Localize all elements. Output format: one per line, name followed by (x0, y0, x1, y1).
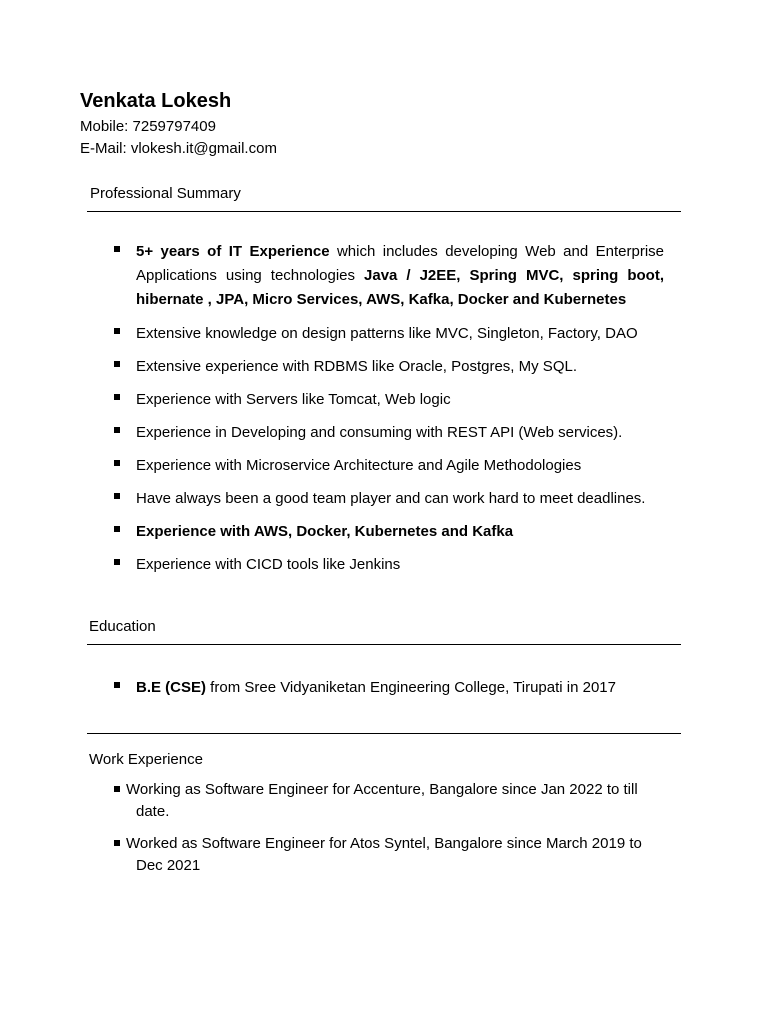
bullet-icon (114, 328, 120, 334)
list-item (114, 487, 664, 511)
list-item-text: Extensive experience with RDBMS like Oracle, Postgres, My SQL. (136, 358, 577, 375)
list-item-bold-text: 5+ years of IT Experience (136, 243, 330, 260)
list-item-text: Have always been a good team player and can work hard to meet deadlines. (136, 490, 646, 507)
list-item (114, 388, 664, 412)
list-item-text: Experience with CICD tools like Jenkins (136, 556, 401, 573)
bullet-icon (114, 394, 120, 400)
bullet-icon (114, 559, 120, 565)
work-item-text: Working as Software Engineer for Accenture, Bangalore since Jan 2022 to till (126, 781, 638, 798)
work-item (114, 779, 688, 823)
degree-details: from Sree Vidyaniketan Engineering College, Tirupati in 2017 (206, 679, 616, 696)
section-divider (87, 211, 681, 212)
list-item (114, 355, 664, 379)
section-divider (87, 733, 681, 734)
list-item (114, 520, 664, 544)
work-item-text-continued: Dec 2021 (136, 857, 201, 874)
list-item-text (136, 520, 664, 544)
section-divider (87, 644, 681, 645)
work-item (114, 833, 688, 877)
degree-name: B.E (CSE) (136, 679, 207, 696)
bullet-icon (114, 786, 120, 792)
list-item (114, 421, 664, 445)
mobile-number: Mobile: 7259797409 (80, 118, 216, 135)
list-item-text: Extensive knowledge on design patterns like MVC, Singleton, Factory, DAO (136, 325, 638, 342)
email-address: E-Mail: vlokesh.it@gmail.com (80, 140, 277, 157)
list-item (114, 322, 664, 346)
bullet-icon (114, 246, 120, 252)
section-title-professional-summary: Professional Summary (90, 185, 241, 202)
work-item-text-continued: date. (136, 803, 170, 820)
section-title-education: Education (89, 618, 156, 635)
list-item-bold-text: Experience with AWS, Docker, Kubernetes and Kafka (136, 523, 514, 540)
list-item-text: Experience with Servers like Tomcat, Web logic (136, 391, 451, 408)
work-item-text: Worked as Software Engineer for Atos Syntel, Bangalore since March 2019 to (126, 835, 642, 852)
list-item-text: Experience with Microservice Architecture and Agile Methodologies (136, 457, 582, 474)
bullet-icon (114, 493, 120, 499)
list-item-text (136, 240, 664, 312)
section-title-work-experience: Work Experience (89, 751, 203, 768)
list-item (114, 676, 664, 700)
list-item (114, 240, 664, 312)
list-item (114, 454, 664, 478)
candidate-name: Venkata Lokesh (80, 90, 232, 112)
list-item (114, 553, 664, 577)
summary-list (114, 240, 664, 577)
bullet-icon (114, 682, 120, 688)
bullet-icon (114, 361, 120, 367)
education-list (114, 676, 664, 700)
list-item-text (136, 676, 664, 700)
bullet-icon (114, 427, 120, 433)
list-item-bold-text: Java / J2EE, Spring MVC, spring boot, hibernate , JPA, Micro Services, AWS, Kafka, Docker and Kubernetes (136, 267, 664, 308)
bullet-icon (114, 526, 120, 532)
list-item-text-part: which includes developing Web and Enterprise Applications using technologies (136, 243, 664, 284)
bullet-icon (114, 840, 120, 846)
bullet-icon (114, 460, 120, 466)
list-item-text: Experience in Developing and consuming with REST API (Web services). (136, 424, 623, 441)
